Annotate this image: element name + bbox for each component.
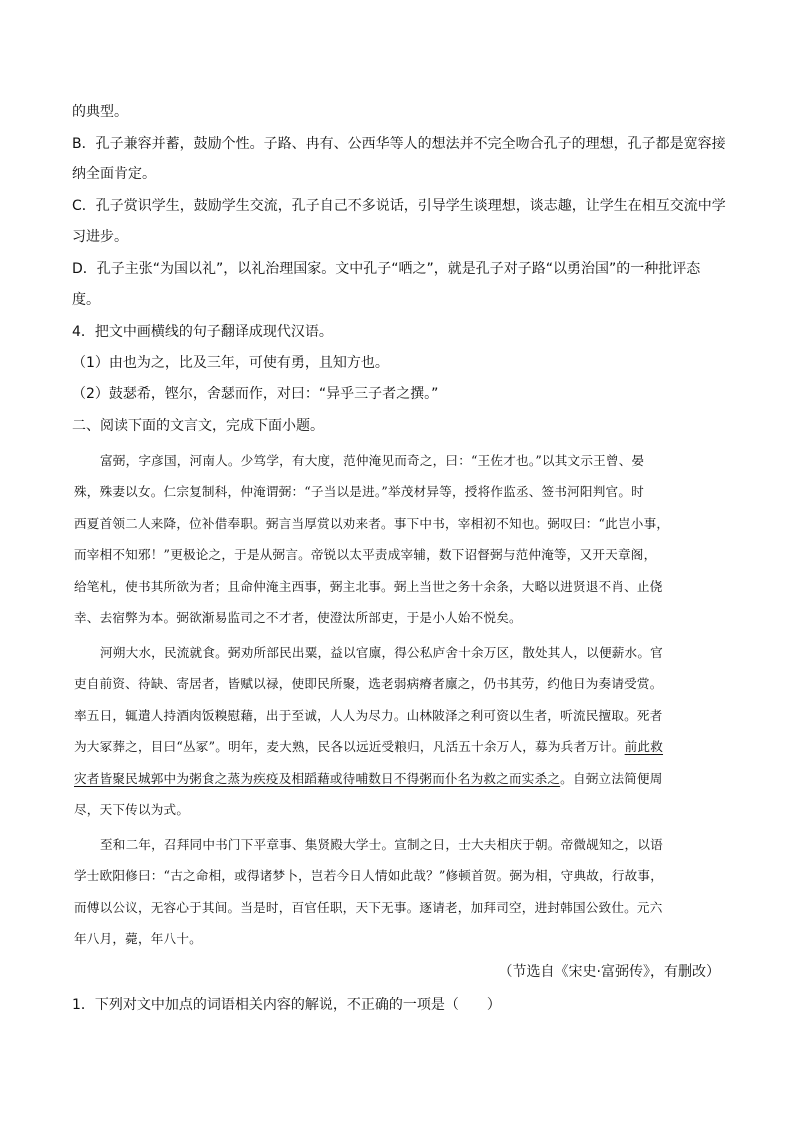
question-1: 1．下列对文中加点的词语相关内容的解说，不正确的一项是（ ）	[72, 997, 501, 1013]
option-c-line-1: C．孔子赏识学生，鼓励学生交流，孔子自己不多说话，引导学生谈理想，谈志趣，让学生在相互交流中学	[72, 198, 726, 214]
text-line: 的典型。	[72, 104, 128, 120]
source-citation: （节选自《宋史·富弼传》，有删改）	[498, 964, 720, 980]
passage-line: 而宰相不知邪！”更极论之，于是从弼言。帝锐以太平责成宰辅，数下诏督弼与范仲淹等，又开天章阁，	[74, 547, 657, 562]
passage-text: 。自弼立法简便周	[560, 771, 663, 786]
passage-line: 年八月，薨，年八十。	[74, 931, 202, 946]
passage-line: 殊，殊妻以女。仁宗复制科，仲淹谓弼：“子当以是进。”举茂材异等，授将作监丞、签书河阳判官。时	[74, 484, 644, 499]
passage-line: 幸、去宿弊为本。弼欲渐易监司之不才者，使澄汰所部吏，于是小人始不悦矣。	[74, 610, 522, 625]
passage-line: 至和二年，召拜同中书门下平章事、集贤殿大学士。宣制之日，士大夫相庆于朝。帝微觇知之，以语	[100, 837, 663, 852]
option-c-line-2: 习进步。	[72, 229, 128, 245]
question-4-part-2: （2）鼓瑟希，铿尔，舍瑟而作，对曰：“异乎三子者之撰。”	[72, 386, 439, 402]
underlined-sentence-start: 前此救	[624, 739, 664, 754]
passage-line: 学士欧阳修曰：“古之命相，或得诸梦卜，岂若今日人情如此哉？”修顿首贺。弼为相，守典故，行故事，	[74, 868, 663, 883]
option-b-line-2: 纳全面肯定。	[72, 166, 156, 182]
question-4: 4．把文中画横线的句子翻译成现代汉语。	[72, 324, 333, 340]
passage-line	[74, 769, 663, 789]
passage-line: 西夏首领二人来降，位补借奉职。弼言当厚赏以劝来者。事下中书，宰相初不知也。弼叹曰：“此岂小事，	[74, 516, 670, 531]
passage-line: 而傅以公议，无容心于其间。当是时，百官任职，天下无事。逐请老，加拜司空，进封韩国公致仕。元六	[74, 900, 663, 915]
passage-line: 尽，天下传以为式。	[74, 802, 190, 817]
question-4-part-1: （1）由也为之，比及三年，可使有勇，且知方也。	[72, 355, 389, 371]
passage-line: 给笔札，使书其所欲为者；且命仲淹主西事，弼主北事。弼上当世之务十余条，大略以进贤退不肖、止侥	[74, 579, 663, 594]
option-d-line-2: 度。	[72, 292, 100, 308]
passage-line: 率五日，辄遣人持酒肉饭糗慰藉，出于至诚，人人为尽力。山林陂泽之利可资以生者，听流民擅取。死者	[74, 708, 663, 723]
passage-text: 为大冢葬之，目曰“丛冢”。明年，麦大熟，民各以远近受粮归，凡活五十余万人，募为兵者万计。	[74, 739, 625, 754]
underlined-sentence: 灾者皆聚民城郭中为粥食之蒸为疾疫及相蹈藉或待哺数日不得粥而仆名为救之而实杀之	[74, 771, 561, 786]
passage-line: 吏自前资、待缺、寄居者，皆赋以禄，使即民所聚，选老弱病瘠者廪之，仍书其劳，约他日为奏请受赏。	[74, 676, 663, 691]
option-d-line-1: D．孔子主张“为国以礼”，以礼治理国家。文中孔子“哂之”，就是孔子对子路“以勇治国”的一种批评态	[72, 261, 701, 277]
passage-line: 富弼，字彦国，河南人。少笃学，有大度，范仲淹见而奇之，曰：“王佐才也。”以其文示王曾、晏	[100, 453, 645, 468]
section-heading: 二、阅读下面的文言文，完成下面小题。	[72, 418, 324, 434]
passage-line	[74, 737, 663, 757]
option-b-line-1: B．孔子兼容并蓄，鼓励个性。子路、冉有、公西华等人的想法并不完全吻合孔子的理想，孔子都是宽容接	[72, 136, 726, 152]
passage-line: 河朔大水，民流就食。弼劝所部民出粟，益以官廪，得公私庐舍十余万区，散处其人，以便薪水。官	[100, 645, 663, 660]
